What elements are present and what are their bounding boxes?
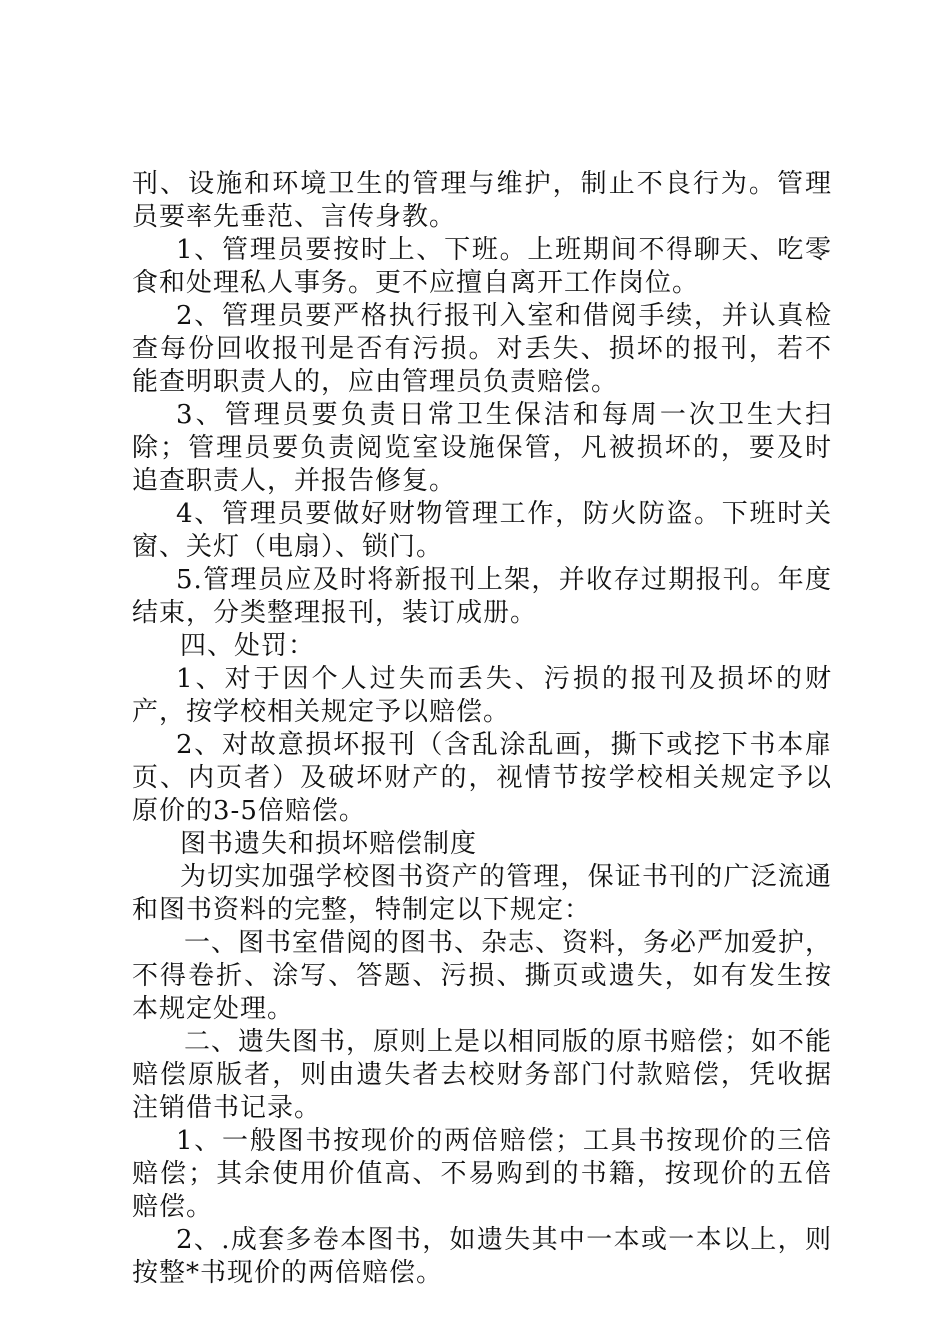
paragraph-rule-4: 4、管理员要做好财物管理工作，防火防盗。下班时关窗、关灯（电扇）、锁门。	[132, 499, 832, 562]
paragraph-subclause-1: 1、一般图书按现价的两倍赔偿；工具书按现价的三倍赔偿；其余使用价值高、不易购到的书籍，按现价的五倍赔偿。	[132, 1126, 832, 1222]
paragraph-intro: 为切实加强学校图书资产的管理，保证书刊的广泛流通和图书资料的完整，特制定以下规定：	[132, 862, 832, 925]
section-title-compensation: 图书遗失和损坏赔偿制度	[180, 829, 478, 859]
paragraph-subclause-2: 2、.成套多卷本图书，如遗失其中一本或一本以上，则按整*书现价的两倍赔偿。	[132, 1225, 832, 1288]
paragraph-continuation: 刊、设施和环境卫生的管理与维护，制止不良行为。管理员要率先垂范、言传身教。	[132, 169, 832, 232]
document-body	[132, 168, 832, 1290]
paragraph-rule-5: 5.管理员应及时将新报刊上架，并收存过期报刊。年度结束，分类整理报刊，装订成册。	[132, 565, 832, 628]
paragraph-rule-3: 3、管理员要负责日常卫生保洁和每周一次卫生大扫除；管理员要负责阅览室设施保管，凡被损坏的，要及时追查职责人，并报告修复。	[132, 400, 832, 496]
paragraph-clause-2: 二、遗失图书，原则上是以相同版的原书赔偿；如不能赔偿原版者，则由遗失者去校财务部门付款赔偿，凭收据注销借书记录。	[132, 1027, 833, 1123]
section-heading-penalty: 四、处罚：	[180, 631, 316, 661]
paragraph-rule-2: 2、管理员要严格执行报刊入室和借阅手续，并认真检查每份回收报刊是否有污损。对丢失、损坏的报刊，若不能查明职责人的，应由管理员负责赔偿。	[132, 301, 832, 397]
paragraph-penalty-2: 2、对故意损坏报刊（含乱涂乱画，撕下或挖下书本扉页、内页者）及破坏财产的，视情节按学校相关规定予以原价的3-5倍赔偿。	[132, 730, 832, 826]
paragraph-rule-1: 1、管理员要按时上、下班。上班期间不得聊天、吃零食和处理私人事务。更不应擅自离开工作岗位。	[132, 235, 832, 298]
paragraph-penalty-1: 1、对于因个人过失而丢失、污损的报刊及损坏的财产，按学校相关规定予以赔偿。	[132, 664, 832, 727]
paragraph-clause-1: 一、图书室借阅的图书、杂志、资料，务必严加爱护，不得卷折、涂写、答题、污损、撕页或遗失，如有发生按本规定处理。	[132, 928, 833, 1024]
